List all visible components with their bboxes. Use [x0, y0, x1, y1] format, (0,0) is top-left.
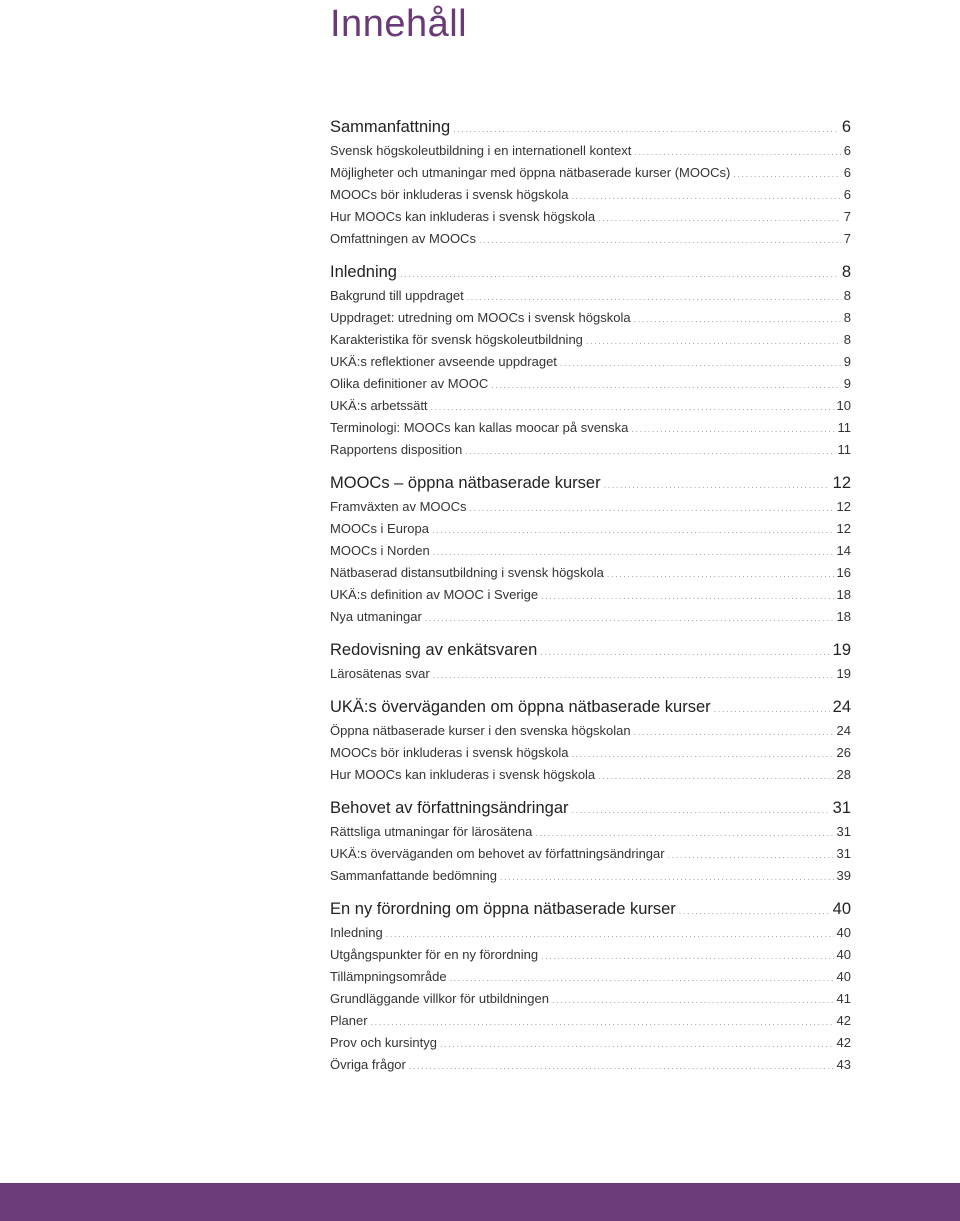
- toc-entry-page: 40: [836, 925, 851, 940]
- dot-leader: [560, 352, 841, 374]
- toc-section: [330, 115, 851, 250]
- toc-entry[interactable]: [330, 562, 851, 584]
- dot-leader: [400, 262, 839, 287]
- dot-leader: [634, 721, 834, 743]
- toc-entry[interactable]: [330, 307, 851, 329]
- dot-leader: [453, 117, 839, 142]
- toc-entry-page: 8: [843, 332, 851, 347]
- toc-entry-page: 43: [836, 1057, 851, 1072]
- toc-entry[interactable]: [330, 742, 851, 764]
- dot-leader: [491, 374, 841, 396]
- dot-leader: [598, 765, 833, 787]
- toc-entry-title: Karakteristika för svensk högskoleutbildning: [330, 332, 583, 347]
- dot-leader: [371, 1011, 834, 1033]
- toc-section-heading-title: UKÄ:s överväganden om öppna nätbaserade kurser: [330, 698, 711, 716]
- toc-entry-title: Tillämpningsområde: [330, 969, 447, 984]
- toc-entry[interactable]: [330, 584, 851, 606]
- dot-leader: [571, 185, 840, 207]
- toc-entry-page: 6: [843, 187, 851, 202]
- toc-entry-page: 31: [836, 824, 851, 839]
- toc-entry-title: Rapportens disposition: [330, 442, 463, 457]
- toc-entry-page: 7: [843, 231, 851, 246]
- toc-entry[interactable]: [330, 1054, 851, 1076]
- toc-section-heading-page: 12: [832, 474, 851, 492]
- toc-section-heading-title: Inledning: [330, 263, 397, 281]
- toc-entry-title: Inledning: [330, 925, 383, 940]
- toc-entry-page: 9: [843, 376, 851, 391]
- dot-leader: [500, 866, 834, 888]
- toc-entry-page: 12: [836, 499, 851, 514]
- toc-entry[interactable]: [330, 351, 851, 373]
- toc-entry-title: MOOCs bör inkluderas i svensk högskola: [330, 745, 569, 760]
- toc-section-heading[interactable]: [330, 695, 851, 720]
- dot-leader: [552, 989, 834, 1011]
- toc-entry-title: MOOCs i Norden: [330, 543, 430, 558]
- toc-section-heading[interactable]: [330, 115, 851, 140]
- toc-entry-title: Lärosätenas svar: [330, 666, 430, 681]
- toc-entry-title: Omfattningen av MOOCs: [330, 231, 476, 246]
- toc-entry[interactable]: [330, 206, 851, 228]
- toc-section: [330, 695, 851, 786]
- toc-section: [330, 897, 851, 1076]
- toc-entry[interactable]: [330, 285, 851, 307]
- toc-section-heading[interactable]: [330, 471, 851, 496]
- toc-entry-title: Öppna nätbaserade kurser i den svenska högskolan: [330, 723, 631, 738]
- toc-section-heading[interactable]: [330, 638, 851, 663]
- toc-entry[interactable]: [330, 439, 851, 461]
- toc-entry-title: Framväxten av MOOCs: [330, 499, 467, 514]
- toc-entry-title: UKÄ:s arbetssätt: [330, 398, 428, 413]
- toc-entry-page: 40: [836, 969, 851, 984]
- toc-entry[interactable]: [330, 865, 851, 887]
- toc-entry[interactable]: [330, 140, 851, 162]
- toc-entry-page: 12: [836, 521, 851, 536]
- toc-entry-title: Svensk högskoleutbildning i en internationell kontext: [330, 143, 632, 158]
- dot-leader: [634, 141, 840, 163]
- dot-leader: [571, 743, 833, 765]
- toc-entry-title: Grundläggande villkor för utbildningen: [330, 991, 549, 1006]
- toc-entry-title: Hur MOOCs kan inkluderas i svensk högskola: [330, 767, 596, 782]
- toc-entry[interactable]: [330, 966, 851, 988]
- toc-entry[interactable]: [330, 764, 851, 786]
- toc-entry[interactable]: [330, 944, 851, 966]
- dot-leader: [541, 945, 833, 967]
- toc-section-heading-title: Behovet av författningsändringar: [330, 799, 569, 817]
- toc-entry-title: UKÄ:s överväganden om behovet av författningsändringar: [330, 846, 665, 861]
- toc-section-heading-page: 24: [832, 698, 851, 716]
- dot-leader: [634, 308, 841, 330]
- dot-leader: [440, 1033, 834, 1055]
- toc-entry-page: 14: [836, 543, 851, 558]
- toc-entry-title: MOOCs i Europa: [330, 521, 429, 536]
- toc-section: [330, 260, 851, 461]
- dot-leader: [467, 286, 841, 308]
- dot-leader: [465, 440, 834, 462]
- toc-entry-title: Nya utmaningar: [330, 609, 422, 624]
- toc-entry-page: 31: [836, 846, 851, 861]
- dot-leader: [470, 497, 834, 519]
- toc-section-heading-title: MOOCs – öppna nätbaserade kurser: [330, 474, 601, 492]
- toc-entry-page: 8: [843, 288, 851, 303]
- toc-section-heading[interactable]: [330, 897, 851, 922]
- toc-entry-title: Övriga frågor: [330, 1057, 406, 1072]
- toc-entry-page: 42: [836, 1035, 851, 1050]
- toc-entry[interactable]: [330, 1032, 851, 1054]
- toc-entry-page: 11: [837, 442, 851, 457]
- toc-entry-page: 42: [836, 1013, 851, 1028]
- toc-section-heading-page: 31: [832, 799, 851, 817]
- toc-entry-title: UKÄ:s definition av MOOC i Sverige: [330, 587, 539, 602]
- toc-section-heading-page: 8: [841, 263, 851, 281]
- toc-entry[interactable]: [330, 821, 851, 843]
- dot-leader: [386, 923, 834, 945]
- table-of-contents: [330, 115, 851, 1086]
- dot-leader: [541, 585, 833, 607]
- dot-leader: [572, 798, 830, 823]
- dot-leader: [431, 396, 834, 418]
- dot-leader: [607, 563, 834, 585]
- toc-section-heading-title: En ny förordning om öppna nätbaserade kurser: [330, 900, 676, 918]
- toc-entry-page: 11: [837, 420, 851, 435]
- toc-entry[interactable]: [330, 540, 851, 562]
- toc-entry-title: Bakgrund till uppdraget: [330, 288, 464, 303]
- dot-leader: [598, 207, 841, 229]
- toc-entry-title: Planer: [330, 1013, 368, 1028]
- toc-entry-title: Uppdraget: utredning om MOOCs i svensk högskola: [330, 310, 631, 325]
- dot-leader: [604, 473, 830, 498]
- page-title: Innehåll: [330, 3, 468, 45]
- toc-section: [330, 638, 851, 685]
- toc-entry[interactable]: [330, 518, 851, 540]
- toc-entry-page: 7: [843, 209, 851, 224]
- toc-entry-page: 9: [843, 354, 851, 369]
- toc-entry[interactable]: [330, 162, 851, 184]
- toc-section: [330, 796, 851, 887]
- toc-entry-page: 28: [836, 767, 851, 782]
- toc-entry-page: 18: [836, 609, 851, 624]
- toc-entry[interactable]: [330, 395, 851, 417]
- toc-entry[interactable]: [330, 329, 851, 351]
- toc-entry-page: 24: [836, 723, 851, 738]
- toc-entry[interactable]: [330, 663, 851, 685]
- toc-section-heading-title: Sammanfattning: [330, 118, 451, 136]
- toc-entry-page: 40: [836, 947, 851, 962]
- toc-section-heading-title: Redovisning av enkätsvaren: [330, 641, 538, 659]
- toc-entry-page: 10: [836, 398, 851, 413]
- dot-leader: [450, 967, 834, 989]
- toc-entry-page: 19: [836, 666, 851, 681]
- dot-leader: [432, 519, 834, 541]
- dot-leader: [540, 640, 829, 665]
- toc-entry-page: 8: [843, 310, 851, 325]
- toc-entry-title: UKÄ:s reflektioner avseende uppdraget: [330, 354, 557, 369]
- dot-leader: [733, 163, 840, 185]
- toc-entry-page: 6: [843, 165, 851, 180]
- toc-section: [330, 471, 851, 628]
- dot-leader: [425, 607, 834, 629]
- dot-leader: [586, 330, 841, 352]
- toc-entry[interactable]: [330, 228, 851, 250]
- toc-entry-title: Rättsliga utmaningar för lärosätena: [330, 824, 533, 839]
- dot-leader: [631, 418, 834, 440]
- toc-entry[interactable]: [330, 988, 851, 1010]
- toc-entry-title: Prov och kursintyg: [330, 1035, 437, 1050]
- dot-leader: [535, 822, 833, 844]
- toc-entry-page: 26: [836, 745, 851, 760]
- toc-entry-title: Terminologi: MOOCs kan kallas moocar på svenska: [330, 420, 629, 435]
- toc-entry[interactable]: [330, 373, 851, 395]
- toc-section-heading-page: 40: [832, 900, 851, 918]
- toc-entry-page: 39: [836, 868, 851, 883]
- toc-entry-title: Utgångspunkter för en ny förordning: [330, 947, 539, 962]
- toc-entry[interactable]: [330, 922, 851, 944]
- toc-entry-page: 18: [836, 587, 851, 602]
- bottom-bar: [0, 1183, 960, 1221]
- toc-entry[interactable]: [330, 417, 851, 439]
- toc-entry[interactable]: [330, 606, 851, 628]
- toc-entry[interactable]: [330, 843, 851, 865]
- dot-leader: [433, 541, 834, 563]
- toc-entry-title: MOOCs bör inkluderas i svensk högskola: [330, 187, 569, 202]
- toc-entry-title: Sammanfattande bedömning: [330, 868, 497, 883]
- toc-entry-title: Olika definitioner av MOOC: [330, 376, 489, 391]
- toc-entry-title: Möjligheter och utmaningar med öppna nätbaserade kurser (MOOCs): [330, 165, 731, 180]
- toc-entry[interactable]: [330, 496, 851, 518]
- toc-entry-title: Hur MOOCs kan inkluderas i svensk högskola: [330, 209, 596, 224]
- toc-section-heading[interactable]: [330, 260, 851, 285]
- toc-entry-page: 41: [836, 991, 851, 1006]
- toc-entry-page: 16: [836, 565, 851, 580]
- toc-entry[interactable]: [330, 184, 851, 206]
- toc-section-heading-page: 6: [841, 118, 851, 136]
- dot-leader: [433, 664, 834, 686]
- toc-entry[interactable]: [330, 1010, 851, 1032]
- toc-entry[interactable]: [330, 720, 851, 742]
- dot-leader: [409, 1055, 834, 1077]
- dot-leader: [479, 229, 841, 251]
- toc-entry-page: 6: [843, 143, 851, 158]
- dot-leader: [679, 899, 830, 924]
- dot-leader: [668, 844, 834, 866]
- toc-section-heading[interactable]: [330, 796, 851, 821]
- toc-section-heading-page: 19: [832, 641, 851, 659]
- toc-entry-title: Nätbaserad distansutbildning i svensk högskola: [330, 565, 604, 580]
- dot-leader: [714, 697, 830, 722]
